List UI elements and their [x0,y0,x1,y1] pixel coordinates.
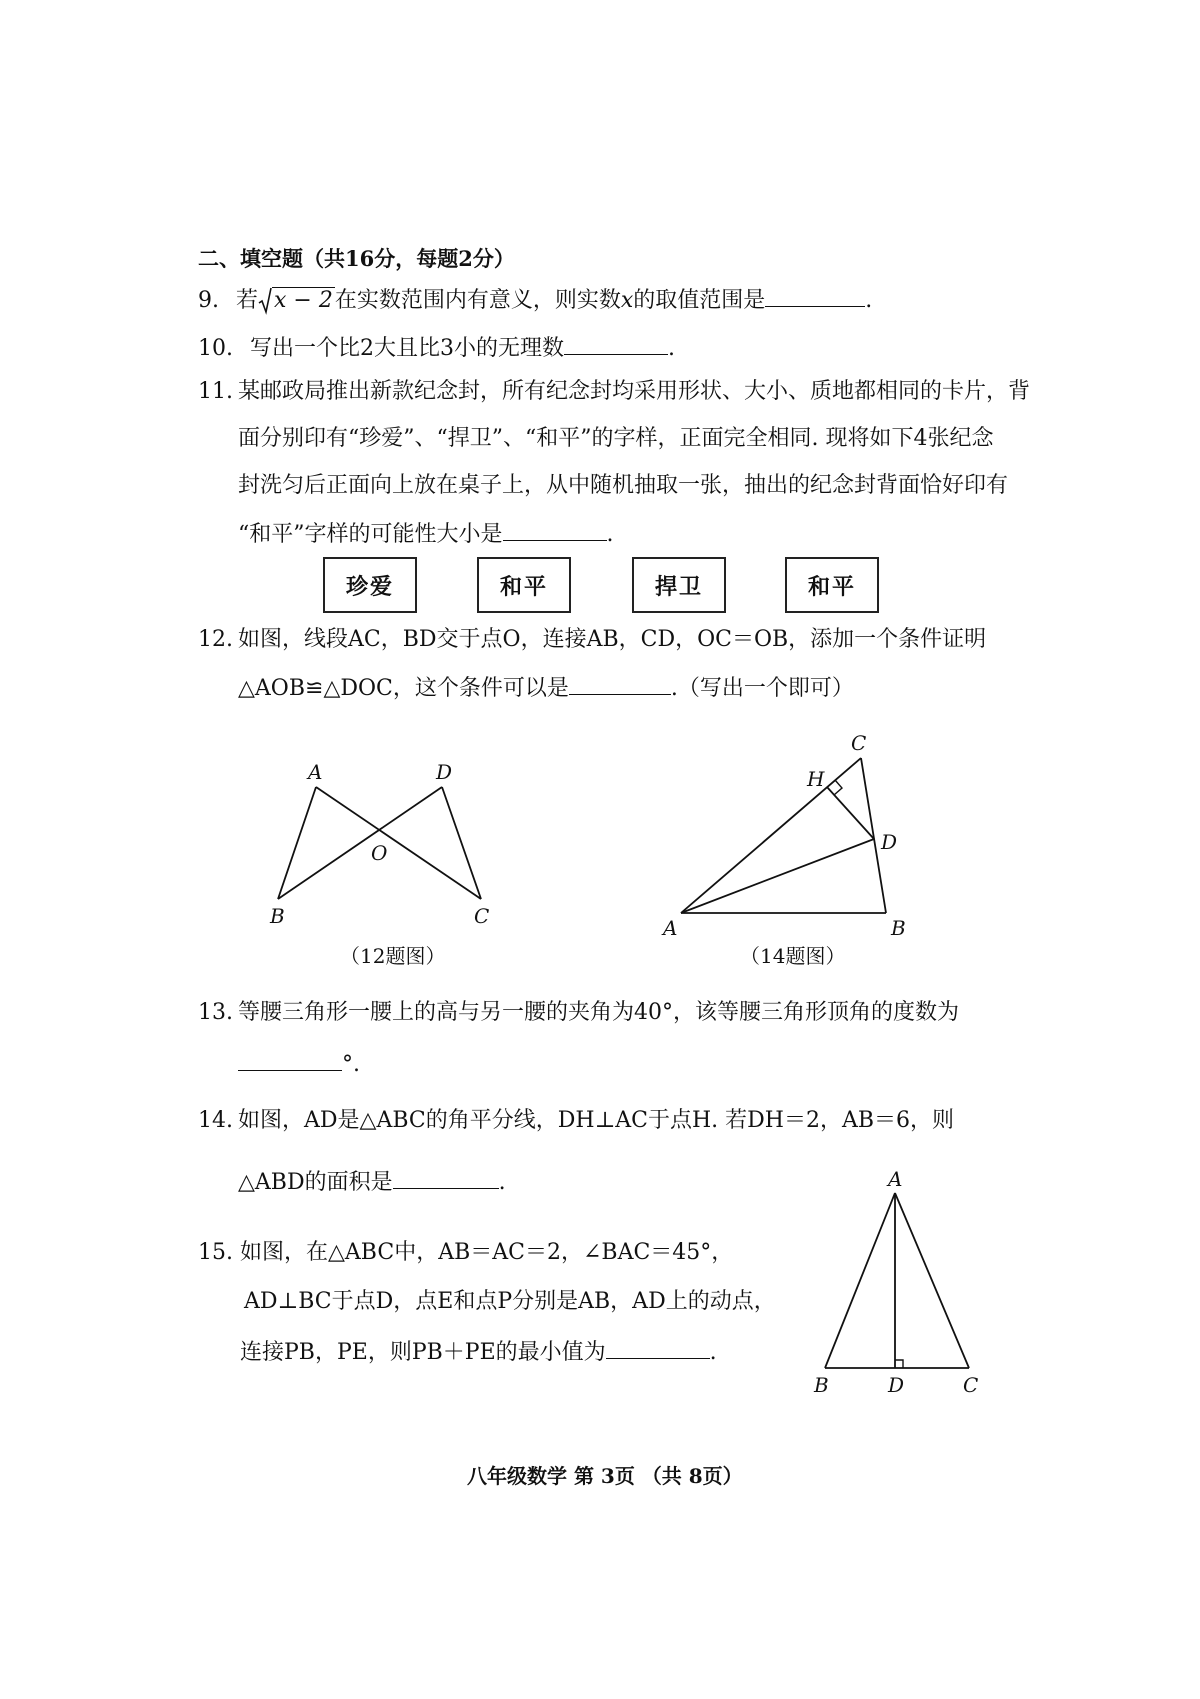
question-15-line3 [240,1336,717,1368]
punctuation: . [606,522,614,547]
segment-ad [681,839,874,913]
question-11-line2: 面分别印有“珍爱”、“捍卫”、“和平”的字样，正面完全相同. 现将如下4张纪念 [238,426,994,451]
segment-ab [278,787,316,899]
question-text: 在实数范围内有意义，则实数 [334,288,621,313]
question-text: △ABD的面积是 [238,1170,393,1195]
label-b: B [814,1373,829,1397]
segment-ab [825,1193,895,1368]
question-11-number: 11. [198,379,233,404]
label-b: B [891,916,906,940]
question-number: 10. [198,336,233,361]
label-a: A [308,760,323,784]
question-text: 若 [236,288,259,313]
answer-blank[interactable] [393,1166,499,1189]
segment-ac [316,787,481,899]
label-d: D [881,830,898,854]
question-13-line1: 等腰三角形一腰上的高与另一腰的夹角为40°，该等腰三角形顶角的度数为 [238,1000,959,1025]
question-12-line2 [238,672,854,704]
label-d: D [436,760,453,784]
question-11-line3: 封洗匀后正面向上放在桌子上，从中随机抽取一张，抽出的纪念封背面恰好印有 [238,473,1009,498]
figure-12-caption: （12题图） [340,944,446,968]
answer-blank[interactable] [569,672,671,695]
punctuation: . [865,288,873,313]
radical-sign-icon [258,286,272,316]
figure-12 [250,750,520,940]
page-footer: 八年级数学 第 3页 （共 8页） [467,1464,743,1488]
question-10 [198,332,675,364]
question-14-number: 14. [198,1108,233,1133]
question-text: 连接PB，PE，则PB＋PE的最小值为 [240,1340,606,1365]
punctuation: . [709,1340,717,1365]
label-c: C [963,1373,979,1397]
label-d: D [888,1373,905,1397]
radicand: x − 2 [274,288,333,313]
label-h: H [807,767,825,791]
label-o: O [371,841,388,865]
question-11-line1: 某邮政局推出新款纪念封，所有纪念封均采用形状、大小、质地都相同的卡片，背 [238,379,1031,404]
question-text: 写出一个比2大且比3小的无理数 [250,336,564,361]
label-a: A [663,916,678,940]
punctuation: . [498,1170,506,1195]
sqrt-symbol [258,286,335,316]
figure-14-caption: （14题图） [740,944,846,968]
answer-blank[interactable] [238,1048,342,1071]
right-angle-mark [834,780,842,795]
question-text: .（写出一个即可） [670,676,854,701]
question-15-number: 15. [198,1240,233,1265]
question-text: 的取值范围是 [633,288,766,313]
segment-bd [278,787,442,899]
answer-blank[interactable] [503,518,607,541]
segment-ac [681,758,861,913]
variable: x [620,288,634,313]
question-12-number: 12. [198,627,233,652]
question-13-number: 13. [198,1000,233,1025]
question-11-line4 [238,518,614,550]
question-text: △AOB≌△DOC，这个条件可以是 [238,676,569,701]
card-2: 和平 [477,557,571,613]
figure-15 [805,1163,995,1403]
question-15-line2: AD⊥BC于点D，点E和点P分别是AB，AD上的动点， [244,1289,776,1314]
section-heading: 二、填空题（共16分，每题2分） [198,246,515,271]
answer-blank[interactable] [765,284,865,307]
answer-blank[interactable] [564,332,668,355]
label-c: C [851,731,867,755]
question-13-line2 [238,1048,360,1080]
label-b: B [270,904,285,928]
card-3: 捍卫 [632,557,726,613]
segment-dc [442,787,481,899]
question-14-line1: 如图，AD是△ABC的角平分线，DH⊥AC于点H. 若DH＝2，AB＝6，则 [238,1108,955,1133]
question-15-line1: 如图，在△ABC中，AB＝AC＝2，∠BAC＝45°， [240,1240,734,1265]
question-text: “和平”字样的可能性大小是 [238,522,503,547]
card-1: 珍爱 [323,557,417,613]
question-9 [198,284,872,316]
figure-14 [655,725,925,940]
question-12-line1: 如图，线段AC，BD交于点O，连接AB，CD，OC＝OB，添加一个条件证明 [238,627,987,652]
segment-ac [895,1193,969,1368]
question-number: 9. [198,288,219,313]
label-a: A [888,1167,903,1191]
punctuation: °. [342,1052,360,1077]
question-14-line2 [238,1166,506,1198]
punctuation: . [668,336,675,361]
label-c: C [474,904,490,928]
answer-blank[interactable] [606,1336,710,1359]
card-4: 和平 [785,557,879,613]
right-angle-mark [895,1360,903,1368]
